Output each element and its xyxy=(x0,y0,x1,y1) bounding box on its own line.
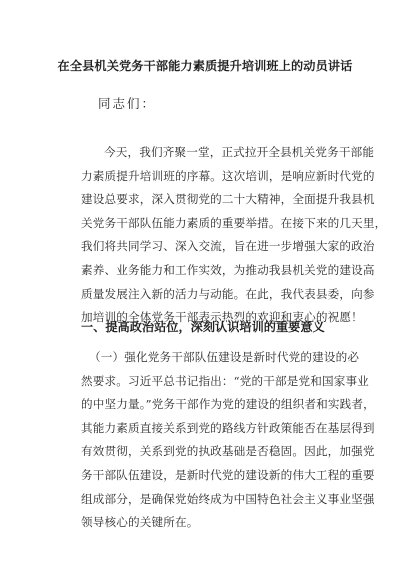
paragraph-line: 其能力素质直接关系到党的路线方针政策能否在基层得到 xyxy=(81,420,375,435)
paragraph-line: 务干部队伍建设，是新时代党的建设新的伟大工程的重要 xyxy=(81,467,375,482)
paragraph-line: 的中坚力量。”党务干部作为党的建设的组织者和实践者， xyxy=(81,397,375,412)
paragraph-line: 力素质提升培训班的序幕。这次培训，是响应新时代党的 xyxy=(81,168,375,183)
section-paragraph xyxy=(81,346,375,535)
section-heading: 一、提高政治站位，深刻认识培训的重要意义 xyxy=(81,320,325,334)
paragraph-line: 质量发展注入新的活力与动能。在此，我代表县委，向参 xyxy=(81,286,375,301)
document-title: 在全县机关党务干部能力素质提升培训班上的动员讲话 xyxy=(57,59,353,73)
paragraph-line: （一）强化党务干部队伍建设是新时代党的建设的必 xyxy=(89,350,360,364)
paragraph-line: 我们将共同学习、深入交流，旨在进一步增强大家的政治 xyxy=(81,239,375,254)
paragraph-line: 今天，我们齐聚一堂，正式拉开全县机关党务干部能 xyxy=(104,145,375,159)
paragraph-line: 组成部分，是确保党始终成为中国特色社会主义事业坚强 xyxy=(81,491,375,506)
salutation: 同志们： xyxy=(98,96,157,111)
paragraph-line: 有效贯彻，关系到党的执政基础是否稳固。因此，加强党 xyxy=(81,444,375,459)
intro-paragraph xyxy=(81,141,387,330)
paragraph-line: 建设总要求，深入贯彻党的二十大精神，全面提升我县机 xyxy=(81,192,375,207)
paragraph-line: 领导核心的关键所在。 xyxy=(81,515,199,530)
paragraph-line: 加培训的全体党务干部表示热烈的欢迎和衷心的祝愿！ xyxy=(81,310,363,325)
paragraph-line: 关党务干部队伍能力素质的重要举措。在接下来的几天里， xyxy=(81,215,387,230)
paragraph-line: 然要求。习近平总书记指出：“党的干部是党和国家事业 xyxy=(81,373,369,388)
paragraph-line: 素养、业务能力和工作实效，为推动我县机关党的建设高 xyxy=(81,262,375,277)
